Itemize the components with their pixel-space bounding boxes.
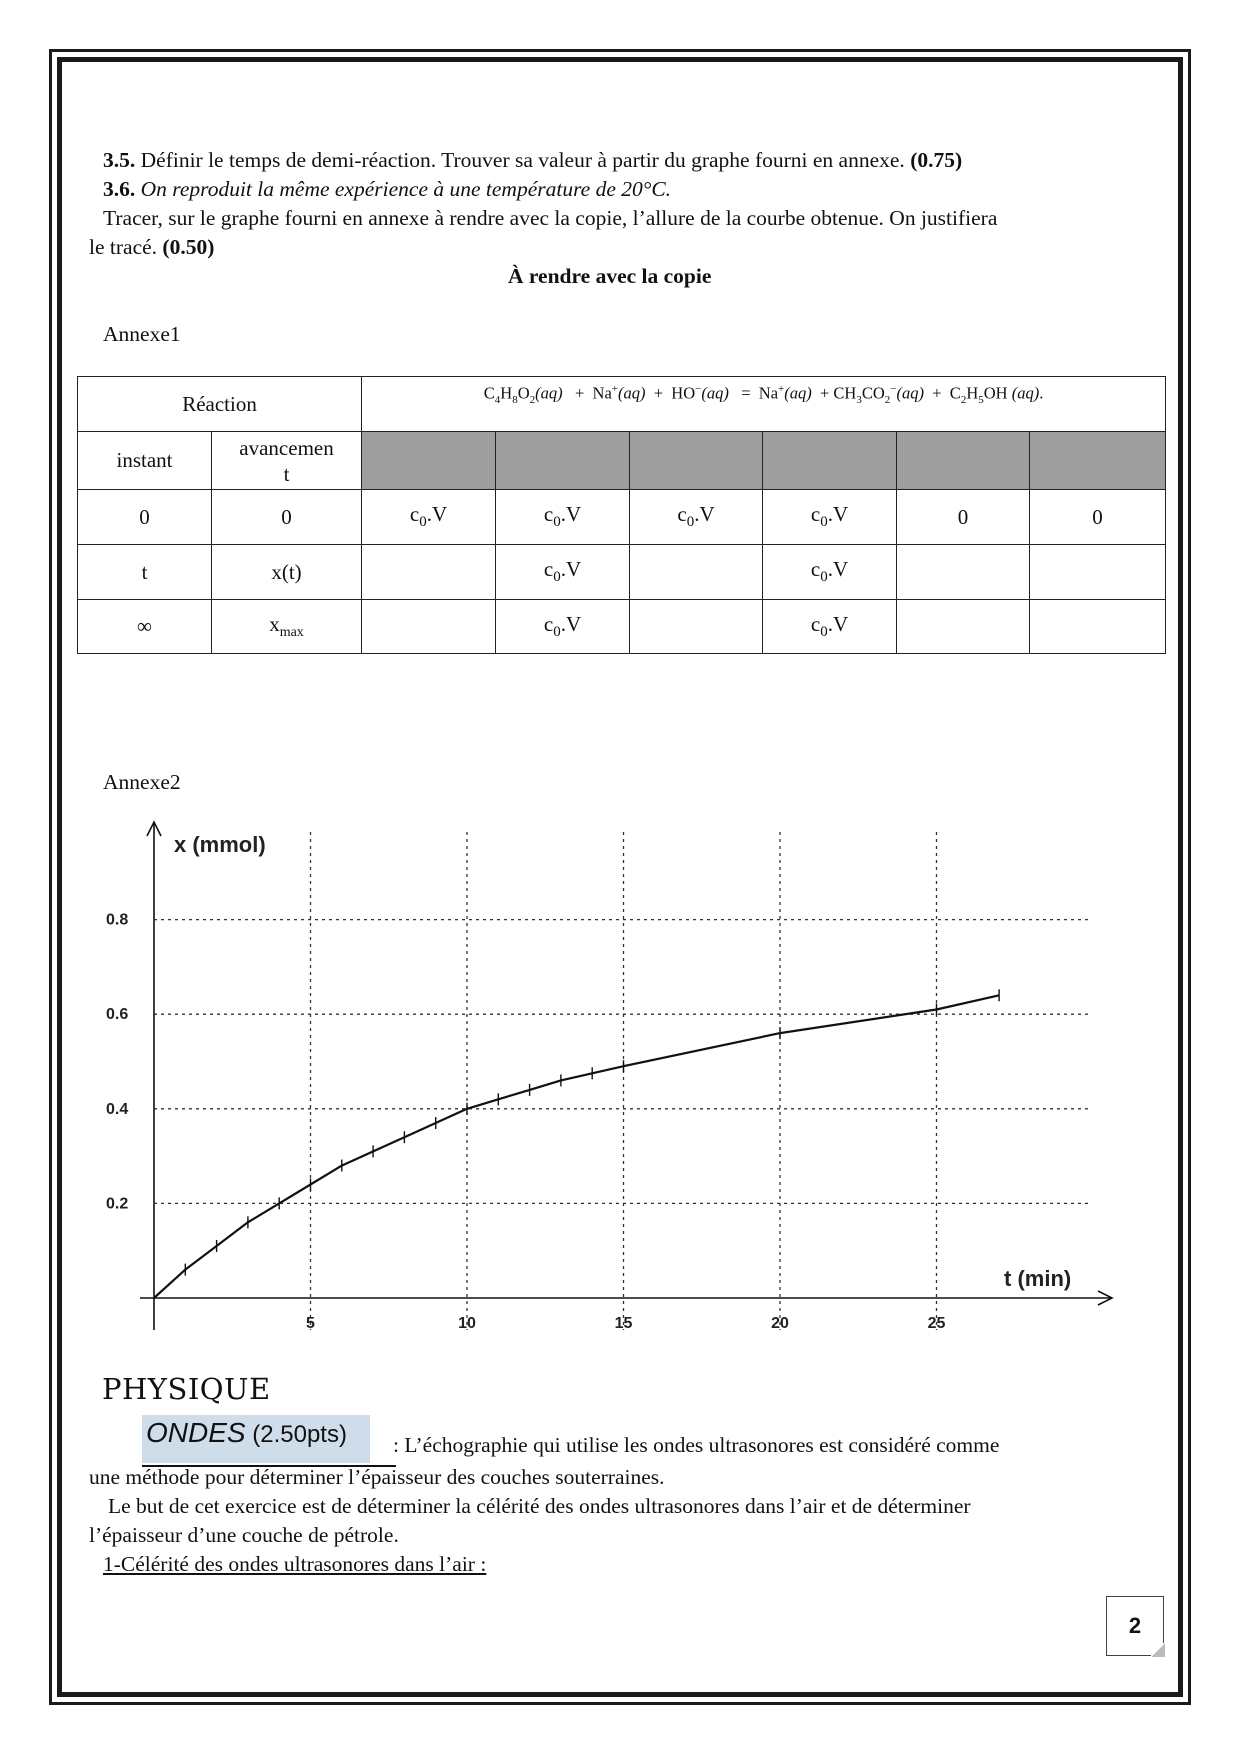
advancement-table	[77, 376, 1166, 654]
table-cell	[630, 600, 763, 654]
grey-cell	[630, 432, 763, 490]
data-curve	[154, 995, 999, 1298]
ondes-points: (2.50pts)	[245, 1421, 347, 1448]
table-cell	[362, 600, 496, 654]
table-cell: 0	[1030, 490, 1166, 545]
annexe2-label: Annexe2	[103, 770, 181, 794]
question-number: 3.6.	[103, 177, 136, 201]
table-cell: $c_0.V$	[763, 490, 897, 545]
question-text: On reproduit la même expérience à une température de 20°C.	[135, 177, 672, 201]
table-cell: $c_0.V$	[763, 600, 897, 654]
avancement-header-line2: t	[283, 461, 290, 486]
table-cell: $c_0.V$	[496, 545, 630, 600]
paragraph2-line2: l’épaisseur d’une couche de pétrole.	[89, 1523, 399, 1547]
table-cell: $c_0.V$	[496, 490, 630, 545]
table-cell: 0	[212, 490, 362, 545]
table-row	[78, 432, 1166, 490]
annexe1-label: Annexe1	[103, 322, 181, 346]
reaction-equation: $C_4H_8O_2(aq) + Na^+(aq) + HO^-(aq) = Na^+(aq) + CH_3CO_2^-(aq) + C_2H_5OH$ (aq).	[362, 377, 1166, 432]
question-points: (0.50)	[162, 235, 215, 259]
y-tick-label: 0.2	[106, 1195, 129, 1213]
y-tick-label: 0.8	[106, 911, 129, 929]
grey-cell	[763, 432, 897, 490]
reaction-label: Réaction	[78, 377, 362, 432]
table-cell: x(t)	[212, 545, 362, 600]
table-cell: ∞	[78, 600, 212, 654]
table-row	[78, 490, 1166, 545]
ondes-title-text: ONDES	[146, 1417, 246, 1448]
section1-heading	[103, 1550, 486, 1578]
question-points: (0.75)	[910, 148, 963, 172]
instruction-text: le tracé.	[89, 235, 163, 259]
paragraph2-line1: Le but de cet exercice est de déterminer la célérité des ondes ultrasonores dans l’air et de déterminer	[108, 1494, 971, 1518]
table-cell: $c_0.V$	[630, 490, 763, 545]
question-text: Définir le temps de demi-réaction. Trouver sa valeur à partir du graphe fourni en annexe.	[135, 148, 911, 172]
table-cell	[362, 545, 496, 600]
table-cell: $c_0.V$	[362, 490, 496, 545]
grey-cell	[1030, 432, 1166, 490]
table-row	[78, 600, 1166, 654]
physique-heading: PHYSIQUE	[102, 1372, 271, 1406]
table-cell: $c_0.V$	[763, 545, 897, 600]
x-tick-label: 15	[614, 1315, 633, 1332]
y-axis-label: x (mmol)	[174, 832, 266, 857]
table-cell: 0	[78, 490, 212, 545]
avancement-header-line1: avancemen	[239, 435, 334, 460]
section1-heading-text: 1-Célérité des ondes ultrasonores dans l’air :	[103, 1552, 487, 1576]
table-cell: $x_{max}$	[212, 600, 362, 654]
a-rendre-heading: À rendre avec la copie	[508, 264, 712, 288]
grey-cell	[897, 432, 1030, 490]
table-cell	[630, 545, 763, 600]
x-axis-label: t (min)	[1004, 1266, 1072, 1291]
grey-cell	[496, 432, 630, 490]
question-3-5	[103, 146, 962, 174]
question-3-6-instruction-line1: Tracer, sur le graphe fourni en annexe à rendre avec la copie, l’allure de la courbe obtenue. On justifiera	[103, 206, 998, 230]
table-cell: $c_0.V$	[496, 600, 630, 654]
x-tick-label: 10	[458, 1315, 476, 1332]
x-tick-label: 5	[306, 1315, 315, 1332]
question-number: 3.5.	[103, 148, 136, 172]
x-tick-label: 20	[771, 1315, 789, 1332]
paragraph1-line2: une méthode pour déterminer l’épaisseur des couches souterraines.	[89, 1465, 665, 1489]
instant-header: instant	[78, 432, 212, 490]
y-tick-label: 0.4	[106, 1100, 129, 1118]
table-row	[78, 545, 1166, 600]
advancement-chart	[106, 820, 1120, 1340]
table-cell: 0	[897, 490, 1030, 545]
avancement-header	[212, 432, 362, 490]
ondes-title	[146, 1417, 347, 1449]
y-tick-label: 0.6	[106, 1006, 129, 1024]
grey-cell	[362, 432, 496, 490]
question-3-6	[103, 175, 671, 203]
paragraph1-line1: : L’échographie qui utilise les ondes ultrasonores est considéré comme	[393, 1433, 1000, 1457]
table-cell	[1030, 600, 1166, 654]
table-row	[78, 377, 1166, 432]
page-number: 2	[1106, 1596, 1164, 1656]
table-cell: t	[78, 545, 212, 600]
table-cell	[1030, 545, 1166, 600]
question-3-6-instruction-line2	[89, 233, 214, 261]
table-cell	[897, 545, 1030, 600]
x-tick-label: 25	[927, 1315, 946, 1332]
table-cell	[897, 600, 1030, 654]
